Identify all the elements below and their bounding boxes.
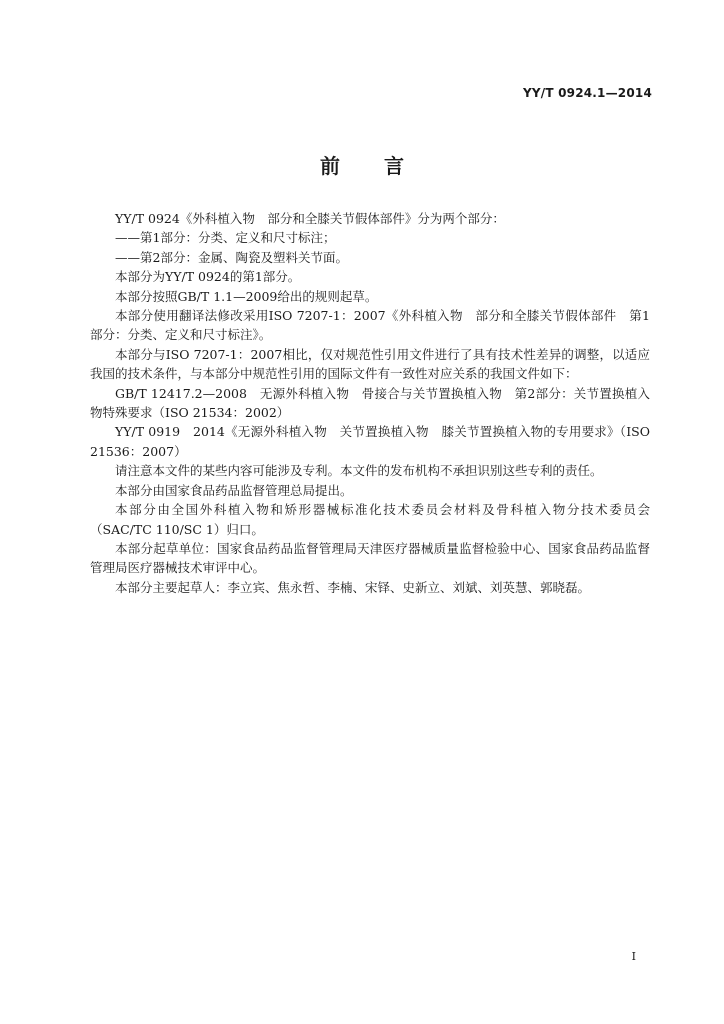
standard-code: YY/T 0924.1—2014 <box>522 86 652 100</box>
paragraph: ——第1部分：分类、定义和尺寸标注； <box>115 230 336 246</box>
paragraph: 本部分起草单位：国家食品药品监督管理局天津医疗器械质量监督检验中心、国家食品药品监督管理局医疗器械技术审评中心。 <box>90 540 650 576</box>
foreword-body <box>90 209 650 597</box>
paragraph: GB/T 12417.2—2008 无源外科植入物 骨接合与关节置换植入物 第2部分：关节置换植入物特殊要求（ISO 21534：2002） <box>90 385 650 421</box>
page-title: 前言 <box>320 154 448 178</box>
paragraph: 本部分由国家食品药品监督管理总局提出。 <box>115 482 353 498</box>
paragraph: 本部分与ISO 7207-1：2007相比，仅对规范性引用文件进行了具有技术性差异的调整，以适应我国的技术条件，与本部分中规范性引用的国际文件有一致性对应关系的我国文件如下： <box>90 346 650 382</box>
page-number: I <box>631 950 636 963</box>
paragraph: ——第2部分：金属、陶瓷及塑料关节面。 <box>115 249 348 265</box>
paragraph: 本部分按照GB/T 1.1—2009给出的规则起草。 <box>115 288 378 304</box>
paragraph: YY/T 0919 2014《无源外科植入物 关节置换植入物 膝关节置换植入物的专用要求》（ISO 21536：2007） <box>90 424 650 459</box>
paragraph: 请注意本文件的某些内容可能涉及专利。本文件的发布机构不承担识别这些专利的责任。 <box>115 463 603 479</box>
paragraph: 本部分主要起草人：李立宾、焦永哲、李楠、宋铎、史新立、刘斌、刘英慧、郭晓磊。 <box>115 579 591 595</box>
paragraph: 本部分由全国外科植入物和矫形器械标准化技术委员会材料及骨科植入物分技术委员会（SAC/TC 110/SC 1）归口。 <box>90 502 650 537</box>
paragraph: 本部分为YY/T 0924的第1部分。 <box>115 269 301 285</box>
paragraph: 本部分使用翻译法修改采用ISO 7207-1：2007《外科植入物 部分和全膝关节假体部件 第1部分：分类、定义和尺寸标注》。 <box>90 308 650 343</box>
paragraph: YY/T 0924《外科植入物 部分和全膝关节假体部件》分为两个部分： <box>115 211 505 226</box>
